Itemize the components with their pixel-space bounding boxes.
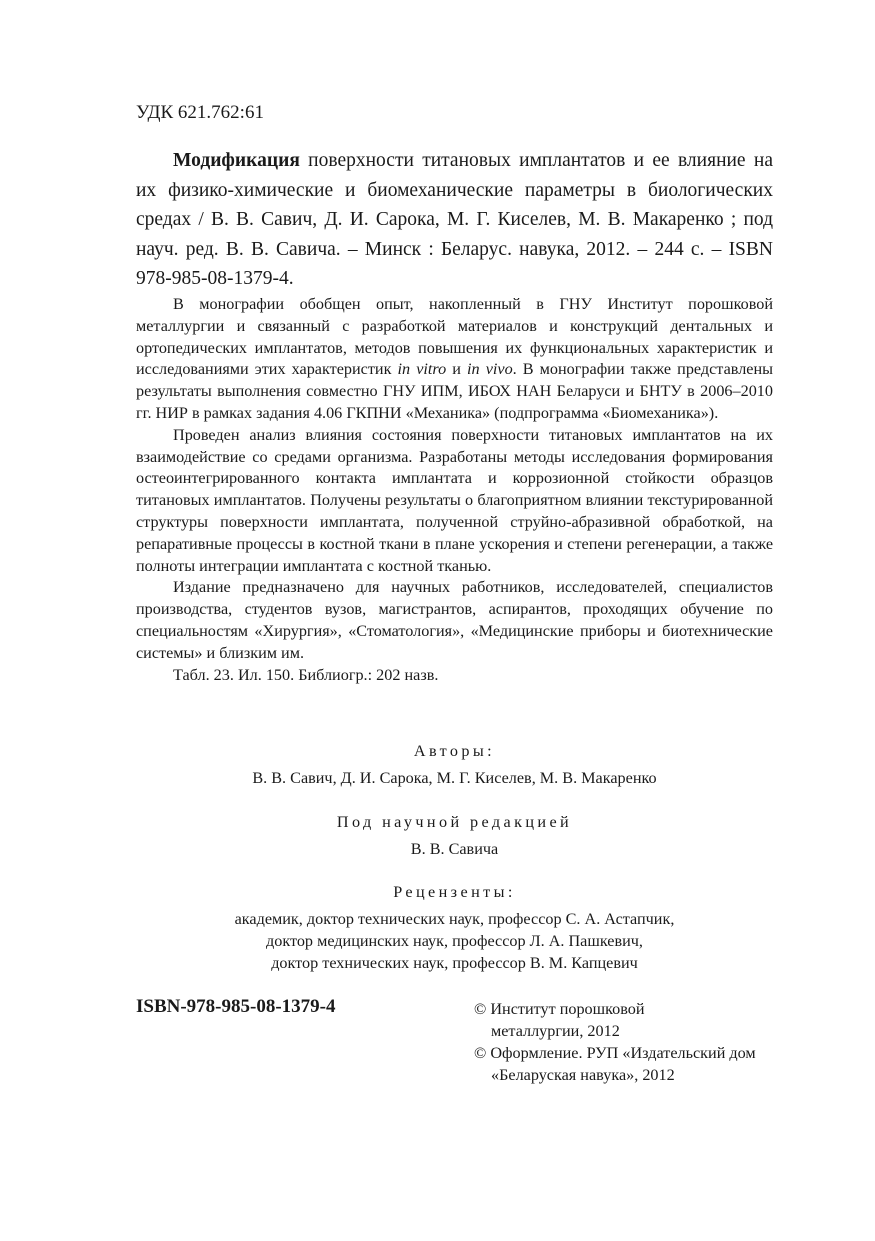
- abstract-text: В монографии обобщен опыт, накопленный в ГНУ Институт порошковой металлургии и связанный с разработкой материалов и конструкций дентальных и ортопедических имплантатов, методов повышения их функциональных характеристик и исследованиями этих характеристик: [136, 295, 773, 379]
- copyright-block: [474, 998, 796, 1086]
- bibliographic-text: поверхности титановых имплантатов и ее влияние на их физико-химические и биомеханические параметры в биологических средах / В. В. Савич, Д. И. Сарока, М. Г. Киселев, М. В. Макаренко ; под науч. ред. В. В. Савича. – Минск : Беларус. навука, 2012. – 244 с. – ISBN 978-985-08-1379-4.: [136, 150, 773, 289]
- abstract-text: и: [446, 360, 468, 379]
- editor-name: В. В. Савича: [410, 840, 499, 858]
- authors-names: В. В. Савич, Д. И. Сарока, М. Г. Киселев, М. В. Макаренко: [252, 769, 657, 787]
- bibliography-stats: Табл. 23. Ил. 150. Библиогр.: 202 назв.: [173, 665, 439, 684]
- abstract-paragraph: Проведен анализ влияния состояния поверхности титановых имплантатов на их взаимодействие со средами организма. Разработаны методы исследования формирования остеоинтегрированного контакта имплантата и коррозионной стойкости образцов титановых имплантатов. Получены результаты о благоприятном влиянии текстурированной структуры поверхности имплантата, полученной струйно-абразивной обработкой, на репаративные процессы в костной ткани в плане ускорения и степени регенерации, а также полноты интеграции имплантата с костной тканью.: [136, 425, 773, 575]
- editor-heading: Под научной редакцией: [336, 813, 573, 831]
- copyright-institute: © Институт порошковой металлургии, 2012: [474, 1000, 645, 1040]
- credits: [136, 740, 773, 974]
- bibliographic-description: [136, 146, 773, 294]
- abstract-paragraph: Издание предназначено для научных работников, исследователей, специалистов производства, студентов вузов, магистрантов, аспирантов, проходящих обучение по специальностям «Хирургия», «Стоматология», «Медицинские приборы и биотехнические системы» и близким им.: [136, 578, 773, 662]
- reviewer-line: доктор технических наук, профессор В. М. Капцевич: [271, 954, 638, 972]
- abstract: [136, 294, 773, 686]
- reviewer-line: академик, доктор технических наук, профессор С. А. Астапчик,: [234, 910, 675, 928]
- reviewer-line: доктор медицинских наук, профессор Л. А. Пашкевич,: [266, 932, 643, 950]
- abstract-paragraph: [136, 294, 773, 425]
- reviewers-heading: Рецензенты:: [393, 883, 516, 901]
- term-in-vitro: in vitro: [397, 360, 447, 379]
- udk-code: УДК 621.762:61: [136, 102, 264, 123]
- title-keyword: Модификация: [173, 150, 300, 171]
- copyright-publisher: © Оформление. РУП «Издательский дом «Беларуская навука», 2012: [474, 1044, 756, 1084]
- authors-heading: Авторы:: [413, 742, 496, 760]
- term-in-vivo: in vivo: [467, 360, 513, 379]
- abstract-text: . В монографии также представлены результаты выполнения совместно ГНУ ИПМ, ИБОХ НАН Беларуси и БНТУ в 2006–2010 гг. НИР в рамках задания 4.06 ГКПНИ «Механика» (подпрограмма «Биомеханика»).: [136, 360, 773, 422]
- isbn: ISBN-978-985-08-1379-4: [136, 996, 336, 1017]
